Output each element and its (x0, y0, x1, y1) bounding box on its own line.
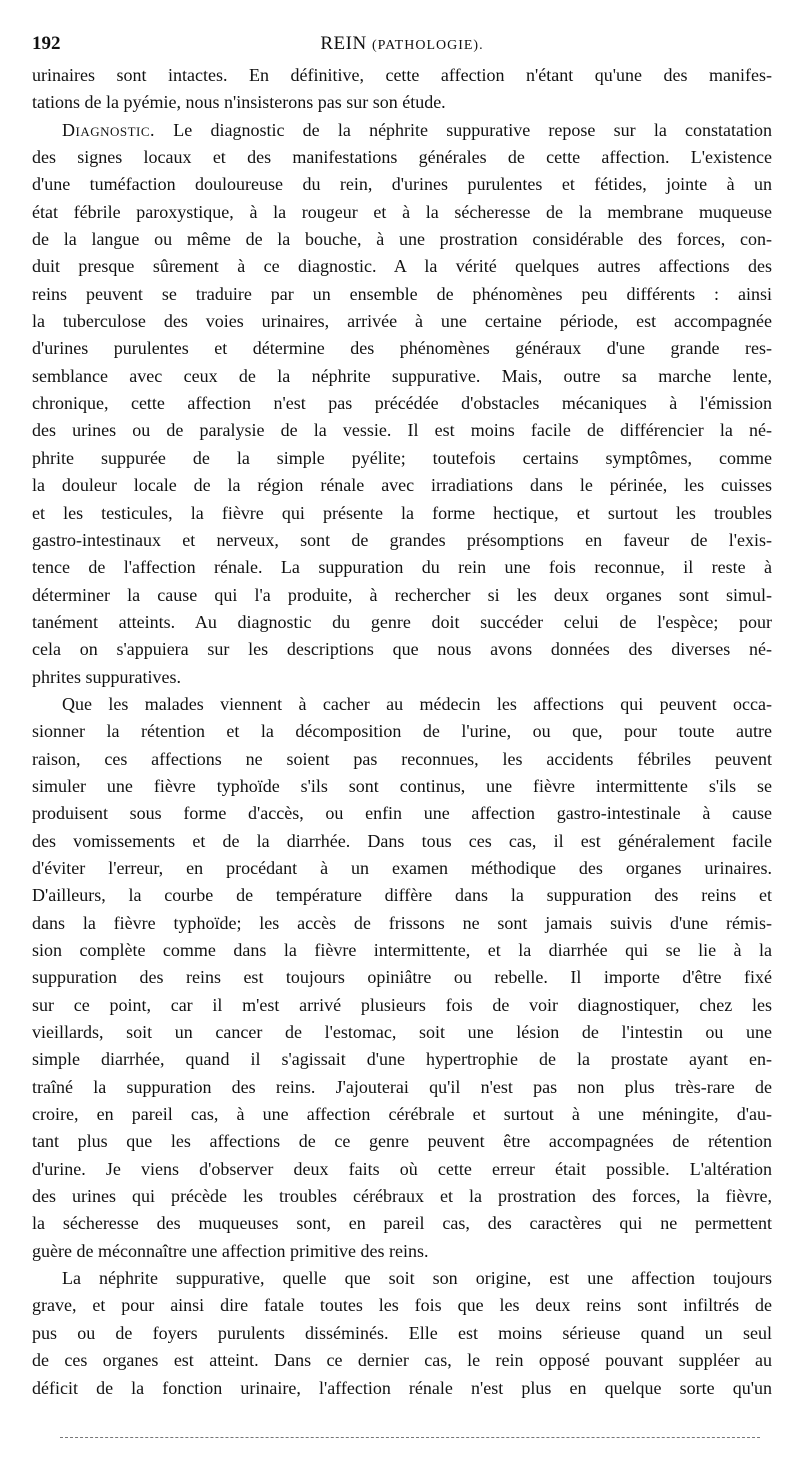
text-line: tanément atteints. Au diagnostic du genre doit succéder celui de l'espèce; pour (32, 611, 772, 632)
text-line: la douleur locale de la région rénale avec irradiations dans le périnée, les cuisses (32, 475, 772, 496)
text-line: déficit de la fonction urinaire, l'affection rénale n'est plus en quelque sorte qu'un (32, 1377, 772, 1398)
section-lead-diagnostic: Diagnostic. (62, 119, 156, 140)
text-line: d'urines purulentes et détermine des phénomènes généraux d'une grande res- (32, 338, 772, 359)
page-number: 192 (32, 33, 61, 54)
text-line: sionner la rétention et la décomposition de l'urine, ou que, pour toute autre (32, 721, 772, 742)
text-line: D'ailleurs, la courbe de température diffère dans la suppuration des reins et (32, 885, 772, 906)
running-head (32, 30, 772, 60)
text-line: déterminer la cause qui l'a produite, à rechercher si les deux organes sont simul- (32, 584, 772, 605)
text-line: sur ce point, car il m'est arrivé plusieurs fois de voir diagnostiquer, chez les (32, 994, 772, 1015)
text-line: phrites suppuratives. (32, 666, 181, 687)
text-line: de ces organes est atteint. Dans ce dernier cas, le rein opposé pouvant suppléer au (32, 1350, 772, 1371)
running-head-title: REIN (320, 33, 367, 54)
text-line: des urines qui précède les troubles cérébraux et la prostration des forces, la fièvre, (32, 1186, 772, 1207)
text-line: suppuration des reins est toujours opiniâtre ou rebelle. Il importe d'être fixé (32, 967, 772, 988)
text-line: urinaires sont intactes. En définitive, cette affection n'étant qu'une des manifes- (32, 65, 772, 85)
text-line: de la langue ou même de la bouche, à une prostration considérable des forces, con- (32, 229, 772, 250)
text-line: d'une tuméfaction douloureuse du rein, d'urines purulentes et fétides, jointe à un (32, 174, 772, 195)
text-line: tations de la pyémie, nous n'insisterons pas sur son étude. (32, 92, 446, 113)
text-line: dans la fièvre typhoïde; les accès de frissons ne sont jamais suivis d'une rémis- (32, 912, 772, 933)
text-line: sion complète comme dans la fièvre intermittente, et la diarrhée qui se lie à la (32, 940, 772, 960)
text-line: des urines ou de paralysie de la vessie. Il est moins facile de différencier la né- (32, 420, 772, 441)
text-line: chronique, cette affection n'est pas précédée d'obstacles mécaniques à l'émission (32, 393, 772, 414)
text-line: guère de méconnaître une affection primitive des reins. (32, 1240, 429, 1261)
text-line: semblance avec ceux de la néphrite suppurative. Mais, outre sa marche lente, (32, 365, 772, 386)
paragraph-diagnostic (32, 117, 772, 691)
text-line: d'éviter l'erreur, en procédant à un examen méthodique des organes urinaires. (32, 857, 772, 878)
paragraph-gravite (32, 1265, 772, 1402)
text-line: gastro-intestinaux et nerveux, sont de grandes présomptions en faveur de l'exis- (32, 529, 772, 550)
text-line: vieillards, soit un cancer de l'estomac, soit une lésion de l'intestin ou une (32, 1022, 772, 1043)
text-line: tence de l'affection rénale. La suppuration du rein une fois reconnue, il reste à (32, 557, 772, 578)
page-header (32, 30, 772, 58)
text-line: duit presque sûrement à ce diagnostic. A la vérité quelques autres affections des (32, 256, 772, 277)
text-line: produisent sous forme d'accès, ou enfin une affection gastro-intestinale à cause (32, 803, 772, 824)
text-line (32, 117, 772, 144)
text-line: croire, en pareil cas, à une affection cérébrale et surtout à une méningite, d'au- (32, 1104, 772, 1125)
text-line: des signes locaux et des manifestations générales de cette affection. L'existence (32, 147, 772, 168)
text-line: tant plus que les affections de ce genre peuvent être accompagnées de rétention (32, 1131, 772, 1152)
text-line: simple diarrhée, quand il s'agissait d'une hypertrophie de la prostate ayant en- (32, 1049, 772, 1070)
paragraph-continuation (32, 62, 772, 117)
text-line: traîné la suppuration des reins. J'ajouterai qu'il n'est pas non plus très-rare de (32, 1076, 772, 1097)
paragraph-malades (32, 691, 772, 1265)
text-line: pus ou de foyers purulents disséminés. Elle est moins sérieuse quand un seul (32, 1322, 772, 1343)
page-body (32, 62, 772, 1402)
text-line: Que les malades viennent à cacher au médecin les affections qui peuvent occa- (62, 693, 772, 714)
text-line: grave, et pour ainsi dire fatale toutes les fois que les deux reins sont infiltrés de (32, 1295, 772, 1316)
text-line: phrite suppurée de la simple pyélite; toutefois certains symptômes, comme (32, 447, 772, 468)
text-line: et les testicules, la fièvre qui présente la forme hectique, et surtout les troubles (32, 502, 772, 523)
text-line: raison, ces affections ne soient pas reconnues, les accidents fébriles peuvent (32, 748, 772, 769)
text-line: La néphrite suppurative, quelle que soit son origine, est une affection toujours (62, 1268, 772, 1289)
text-line-content: Le diagnostic de la néphrite suppurative repose sur la constatation (173, 119, 772, 140)
text-line: état fébrile paroxystique, à la rougeur et à la sécheresse de la membrane muqueuse (32, 201, 772, 222)
text-line: la sécheresse des muqueuses sont, en pareil cas, des caractères qui ne permettent (32, 1213, 772, 1234)
text-line: d'urine. Je viens d'observer deux faits où cette erreur était possible. L'altération (32, 1158, 772, 1179)
running-head-subtitle: (PATHOLOGIE). (371, 38, 484, 53)
text-line: simuler une fièvre typhoïde s'ils sont continus, une fièvre intermittente s'ils se (32, 775, 772, 796)
text-line: cela on s'appuiera sur les descriptions que nous avons données des diverses né- (32, 639, 772, 660)
text-line: la tuberculose des voies urinaires, arrivée à une certaine période, est accompagnée (32, 311, 772, 332)
text-line: reins peuvent se traduire par un ensemble de phénomènes peu différents : ainsi (32, 283, 772, 304)
text-line: des vomissements et de la diarrhée. Dans tous ces cas, il est généralement facile (32, 830, 772, 851)
footer-divider (60, 1437, 760, 1438)
